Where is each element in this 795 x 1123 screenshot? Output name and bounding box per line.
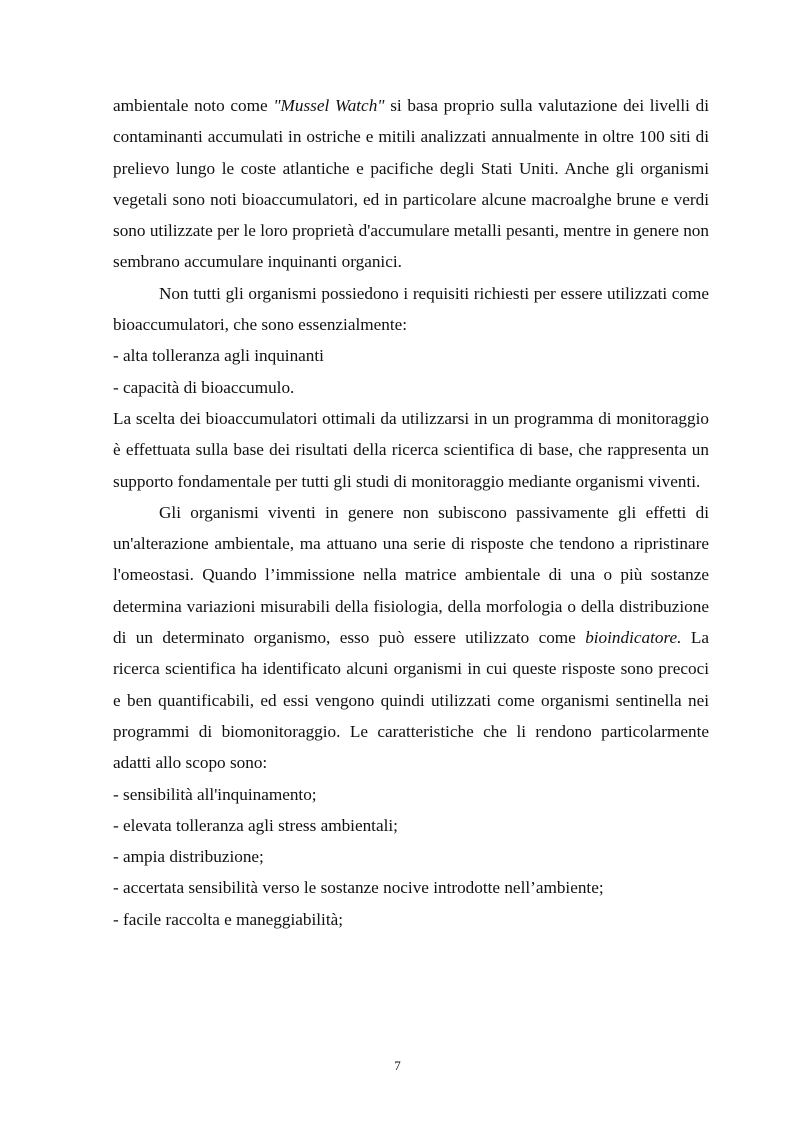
italic-term-mussel-watch: "Mussel Watch" <box>273 96 385 115</box>
list-item: - elevata tolleranza agli stress ambientali; <box>113 815 398 835</box>
italic-term-bioindicatore: bioindicatore. <box>585 628 682 648</box>
list-item: - capacità di bioaccumulo. <box>113 377 295 397</box>
paragraph-selection: La scelta dei bioaccumulatori ottimali da utilizzarsi in un programma di monitoraggio è effettuata sulla base dei risultati della ricerca scientifica di base, che rappresenta un supporto fondamentale per tutti gli studi di monitoraggio mediante organismi viventi. <box>113 408 709 491</box>
list-item: - sensibilità all'inquinamento; <box>113 784 317 804</box>
document-body <box>113 90 709 935</box>
paragraph-requirements: Non tutti gli organismi possiedono i requisiti richiesti per essere utilizzati come bioaccumulatori, che sono essenzialmente: <box>113 283 709 335</box>
list-item: - facile raccolta e maneggiabilità; <box>113 909 343 929</box>
paragraph-text: La ricerca scientifica ha identificato alcuni organismi in cui queste risposte sono precoci e ben quantificabili, ed essi vengono quindi utilizzati come organismi sentinella nei programmi di biomonitoraggio. Le caratteristiche che li rendono particolarmente adatti allo scopo sono: <box>113 628 709 773</box>
list-item: - alta tolleranza agli inquinanti <box>113 346 324 366</box>
paragraph-bioindicators <box>113 497 709 779</box>
paragraph-text: Gli organismi viventi in genere non subiscono passivamente gli effetti di un'alterazione ambientale, ma attuano una serie di risposte che tendono a ripristinare l'omeostasi. Quando l’immissione nella matrice ambientale di una o più sostanze determina variazioni misurabili della fisiologia, della morfologia o della distribuzione di un determinato organismo, esso può essere utilizzato come <box>113 502 709 648</box>
paragraph-text: si basa proprio sulla valutazione dei livelli di contaminanti accumulati in ostriche e mitili analizzati annualmente in oltre 100 siti di prelievo lungo le coste atlantiche e pacifiche degli Stati Uniti. Anche gli organismi vegetali sono noti bioaccumulatori, ed in particolare alcune macroalghe brune e verdi sono utilizzate per le loro proprietà d'accumulare metalli pesanti, mentre in genere non sembrano accumulare inquinanti organici. <box>113 96 709 272</box>
paragraph-text: ambientale noto come <box>113 96 274 115</box>
list-item: - ampia distribuzione; <box>113 847 264 867</box>
paragraph-mussel-watch <box>113 90 709 278</box>
page-number: 7 <box>394 1058 401 1073</box>
list-item: - accertata sensibilità verso le sostanze nocive introdotte nell’ambiente; <box>113 878 604 898</box>
